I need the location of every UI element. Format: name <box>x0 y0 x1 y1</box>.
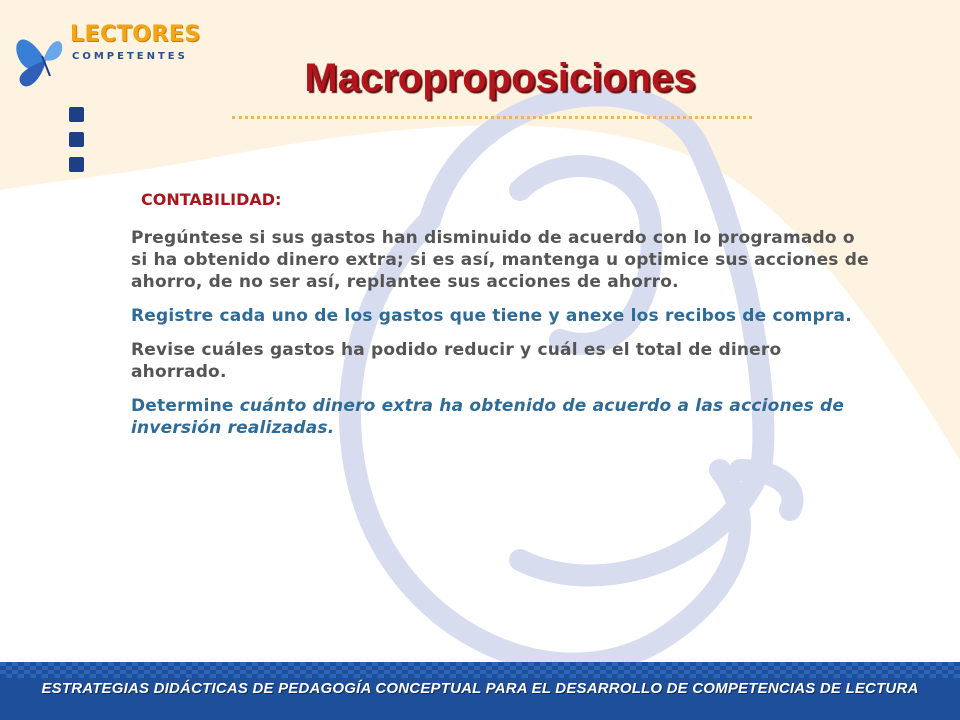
logo <box>14 16 201 96</box>
section-heading: CONTABILIDAD: <box>141 190 282 209</box>
side-bullet-squares <box>69 107 87 182</box>
butterfly-logo-icon <box>14 16 74 96</box>
slide-title: Macroproposiciones <box>304 56 696 100</box>
logo-wordmark-top: LECTORES <box>70 22 201 47</box>
paragraph-2: Registre cada uno de los gastos que tiene y anexe los recibos de compra. <box>131 306 852 326</box>
paragraph-3: Revise cuáles gastos ha podido reducir y cuál es el total de dinero ahorrado. <box>131 340 782 382</box>
footer-text: ESTRATEGIAS DIDÁCTICAS DE PEDAGOGÍA CONCEPTUAL PARA EL DESARROLLO DE COMPETENCIAS DE LECTURA <box>41 680 919 697</box>
footer-banner <box>0 662 960 720</box>
paragraph-4-italic: cuánto dinero extra ha obtenido de acuerdo a las acciones de inversión realizadas. <box>131 396 845 438</box>
paragraph-4-lead: Determine <box>131 396 240 416</box>
slide-body <box>131 190 871 451</box>
logo-wordmark-bottom: COMPETENTES <box>72 51 188 62</box>
square-icon <box>69 107 84 122</box>
square-icon <box>69 132 84 147</box>
paragraph-4 <box>131 395 871 439</box>
paragraph-1: Pregúntese si sus gastos han disminuido de acuerdo con lo programado o si ha obtenido dinero extra; si es así, mantenga u optimice sus acciones de ahorro, de no ser así, replantee sus acciones de ahorro. <box>131 228 869 292</box>
square-icon <box>69 157 84 172</box>
title-dotted-divider <box>232 116 752 119</box>
footer-pattern <box>0 662 960 678</box>
